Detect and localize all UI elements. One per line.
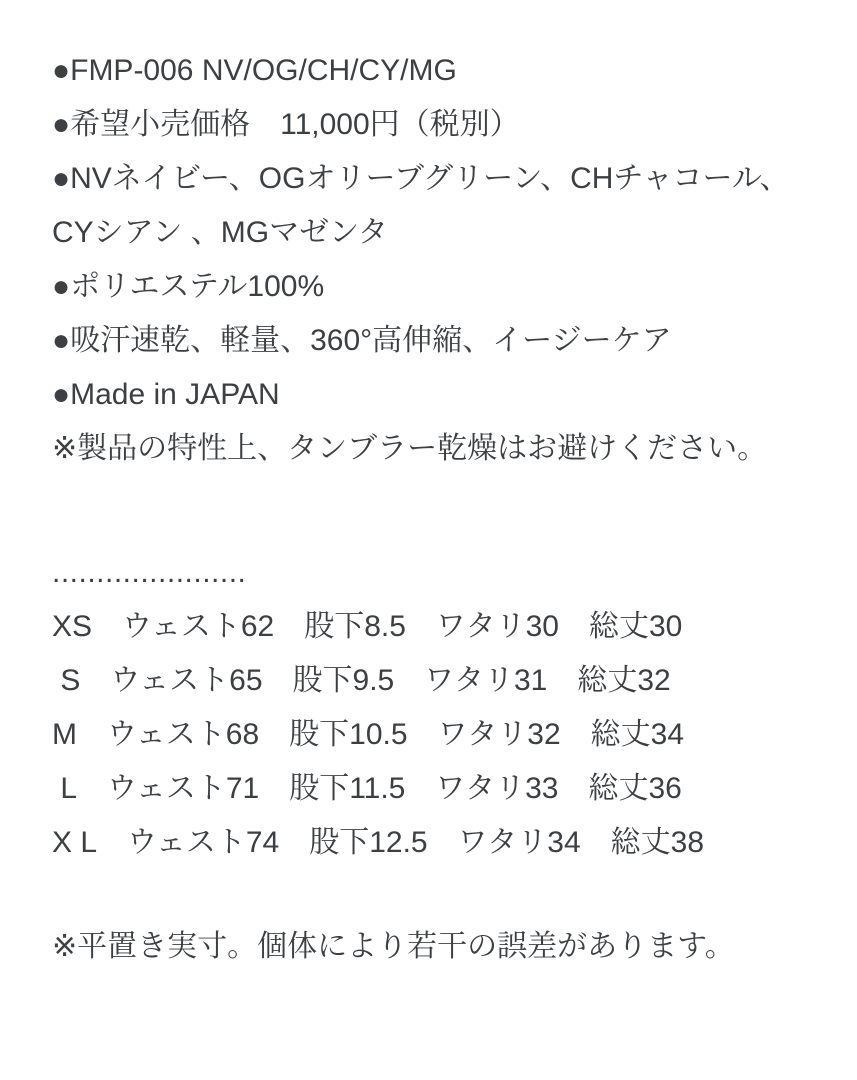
spec-line-material: ●ポリエステル100% (52, 270, 325, 303)
length-value: 総丈38 (610, 826, 705, 859)
waist-value: ウェスト71 (107, 772, 260, 805)
thigh-value: ワタリ30 (435, 610, 559, 643)
thigh-value: ワタリ31 (424, 664, 548, 697)
blank-line (52, 870, 805, 920)
size-label: XS (52, 610, 93, 643)
thigh-value: ワタリ32 (437, 718, 561, 751)
dotted-divider: ...................... (52, 556, 247, 589)
size-label: X L (52, 826, 98, 859)
thigh-value: ワタリ33 (435, 772, 559, 805)
size-row-xl (52, 816, 805, 870)
spec-line-price: ●希望小売価格 11,000円（税別） (52, 108, 520, 141)
inseam-value: 股下11.5 (289, 772, 406, 805)
length-value: 総丈36 (588, 772, 682, 805)
size-row-xs (52, 600, 805, 654)
blank-line (52, 476, 805, 546)
spec-line-origin: ●Made in JAPAN (52, 378, 280, 411)
waist-value: ウェスト68 (107, 718, 260, 751)
size-label: L (52, 772, 78, 805)
product-spec-list (52, 44, 805, 476)
thigh-value: ワタリ34 (457, 826, 581, 859)
waist-value: ウェスト74 (127, 826, 280, 859)
length-value: 総丈34 (590, 718, 685, 751)
size-chart (52, 600, 805, 870)
waist-value: ウェスト65 (110, 664, 263, 697)
inseam-value: 股下9.5 (292, 664, 395, 697)
waist-value: ウェスト62 (122, 610, 275, 643)
size-row-m (52, 708, 805, 762)
inseam-value: 股下10.5 (289, 718, 408, 751)
inseam-value: 股下12.5 (309, 826, 428, 859)
size-row-l (52, 762, 805, 816)
spec-line-care-note: ※製品の特性上、タンブラー乾燥はお避けください。 (52, 432, 768, 465)
size-row-s (52, 654, 805, 708)
spec-line-features: ●吸汗速乾、軽量、360°高伸縮、イージーケア (52, 324, 672, 357)
length-value: 総丈32 (577, 664, 671, 697)
spec-line-model: ●FMP-006 NV/OG/CH/CY/MG (52, 54, 457, 87)
size-label: S (52, 664, 81, 697)
inseam-value: 股下8.5 (304, 610, 406, 643)
spec-line-colors: ●NVネイビー、OGオリーブグリーン、CHチャコール、CYシアン 、MGマゼンタ (52, 162, 790, 249)
length-value: 総丈30 (589, 610, 683, 643)
measurement-footnote: ※平置き実寸。個体により若干の誤差があります。 (52, 930, 735, 963)
size-label: M (52, 718, 77, 751)
